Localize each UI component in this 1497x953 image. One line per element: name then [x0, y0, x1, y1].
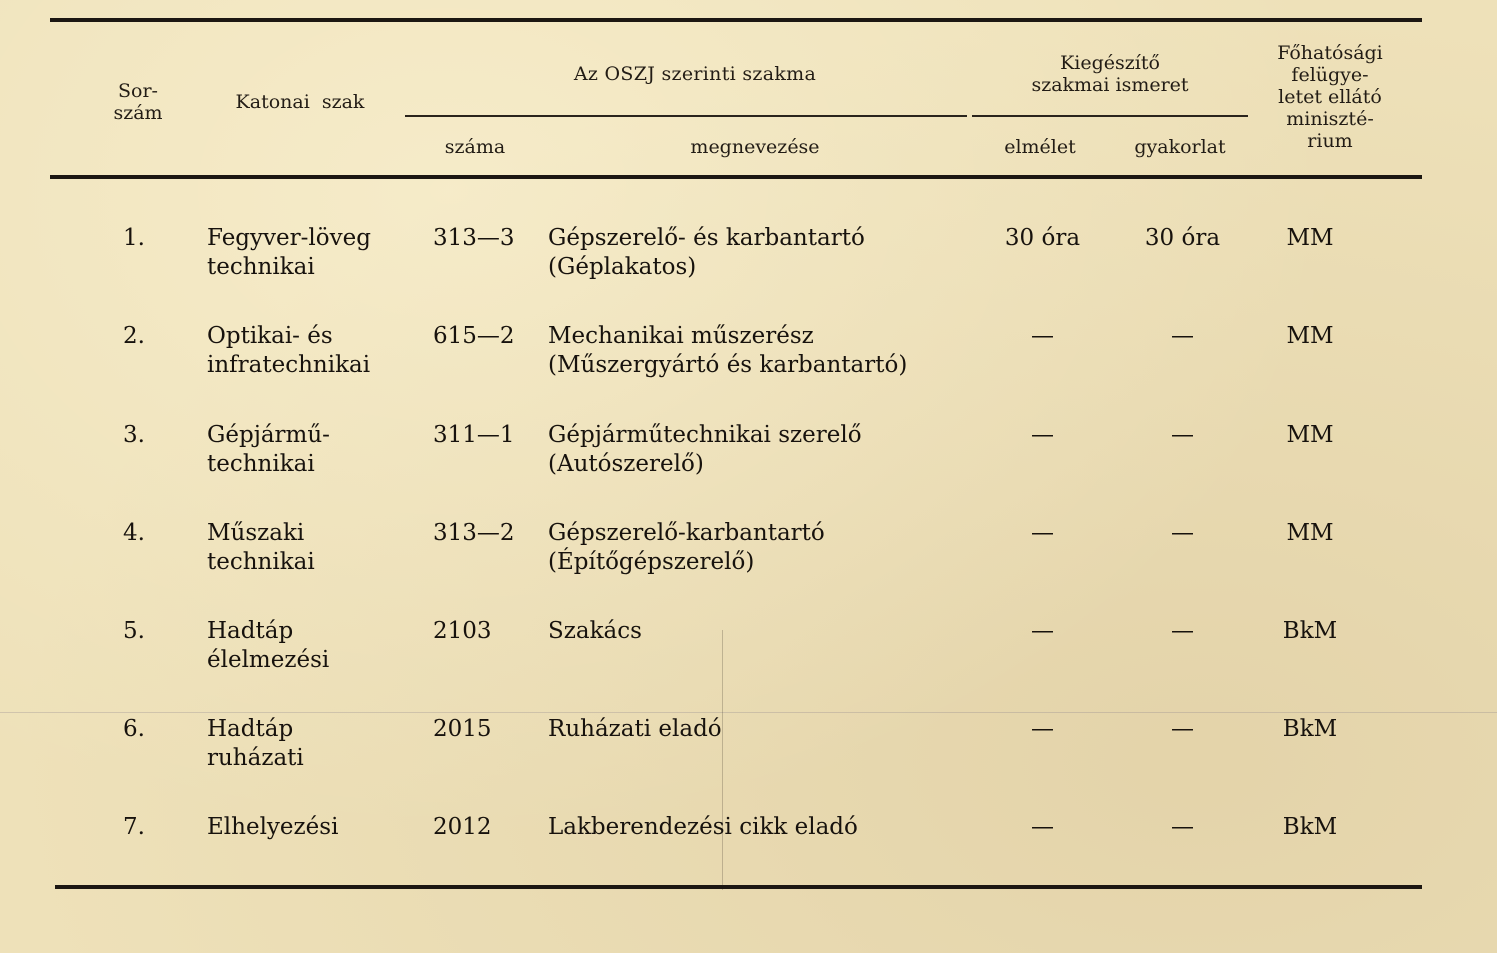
row-elmelet: — — [1031, 716, 1054, 742]
oszj-subrule — [405, 115, 967, 117]
row-katonai-szak: Műszaki technikai — [207, 520, 315, 575]
row-oszj-szama: 2012 — [433, 814, 492, 840]
row-miniszterium: BkM — [1282, 716, 1338, 742]
row-oszj-megnevezes: Ruházati eladó — [548, 716, 722, 742]
row-number: 4. — [123, 520, 145, 546]
row-elmelet: 30 óra — [1004, 225, 1081, 251]
row-miniszterium: MM — [1286, 323, 1334, 349]
row-oszj-szama: 313—3 — [433, 225, 515, 251]
row-oszj-megnevezes: Szakács — [548, 618, 642, 644]
row-oszj-szama: 2015 — [433, 716, 492, 742]
bottom-rule — [55, 885, 1422, 889]
row-number: 6. — [123, 716, 145, 742]
row-gyakorlat: — — [1171, 323, 1194, 349]
header-oszj: Az OSZJ szerinti szakma — [573, 63, 817, 85]
header-fohatosagi: Főhatósági felügye- letet ellátó miniszté- rium — [1277, 42, 1383, 152]
row-katonai-szak: Hadtáp ruházati — [207, 716, 304, 771]
row-number: 3. — [123, 422, 145, 448]
row-oszj-megnevezes: Gépjárműtechnikai szerelő (Autószerelő) — [548, 422, 862, 477]
row-katonai-szak: Hadtáp élelmezési — [207, 618, 330, 673]
row-miniszterium: BkM — [1282, 814, 1338, 840]
header-katonai-szak: Katonai szak — [235, 91, 365, 113]
row-oszj-megnevezes: Gépszerelő-karbantartó (Építőgépszerelő) — [548, 520, 825, 575]
row-gyakorlat: 30 óra — [1144, 225, 1221, 251]
row-elmelet: — — [1031, 323, 1054, 349]
row-oszj-szama: 313—2 — [433, 520, 515, 546]
row-katonai-szak: Fegyver-löveg technikai — [207, 225, 371, 280]
row-gyakorlat: — — [1171, 814, 1194, 840]
header-szama: száma — [444, 136, 506, 158]
row-gyakorlat: — — [1171, 716, 1194, 742]
row-oszj-szama: 615—2 — [433, 323, 515, 349]
row-number: 1. — [123, 225, 145, 251]
row-oszj-megnevezes: Lakberendezési cikk eladó — [548, 814, 858, 840]
kiegeszito-subrule — [972, 115, 1248, 117]
header-kiegeszito: Kiegészítő szakmai ismeret — [1031, 52, 1189, 96]
bleed-through-line — [0, 712, 1497, 713]
row-katonai-szak: Gépjármű- technikai — [207, 422, 330, 477]
header-gyakorlat: gyakorlat — [1134, 136, 1226, 158]
row-number: 7. — [123, 814, 145, 840]
top-rule — [50, 18, 1422, 22]
row-oszj-megnevezes: Gépszerelő- és karbantartó (Géplakatos) — [548, 225, 865, 280]
row-number: 2. — [123, 323, 145, 349]
row-miniszterium: MM — [1286, 422, 1334, 448]
row-elmelet: — — [1031, 422, 1054, 448]
header-megnevezese: megnevezése — [690, 136, 820, 158]
row-gyakorlat: — — [1171, 422, 1194, 448]
row-oszj-szama: 2103 — [433, 618, 492, 644]
row-gyakorlat: — — [1171, 520, 1194, 546]
row-miniszterium: MM — [1286, 225, 1334, 251]
row-gyakorlat: — — [1171, 618, 1194, 644]
row-miniszterium: MM — [1286, 520, 1334, 546]
row-oszj-szama: 311—1 — [433, 422, 515, 448]
row-elmelet: — — [1031, 814, 1054, 840]
row-katonai-szak: Elhelyezési — [207, 814, 339, 840]
row-miniszterium: BkM — [1282, 618, 1338, 644]
header-sorszam: Sor- szám — [113, 80, 163, 124]
header-elmelet: elmélet — [1004, 136, 1076, 158]
row-elmelet: — — [1031, 520, 1054, 546]
header-bottom-rule — [50, 175, 1422, 179]
fold-line — [722, 630, 723, 890]
row-number: 5. — [123, 618, 145, 644]
row-oszj-megnevezes: Mechanikai műszerész (Műszergyártó és karbantartó) — [548, 323, 908, 378]
row-katonai-szak: Optikai- és infratechnikai — [207, 323, 371, 378]
row-elmelet: — — [1031, 618, 1054, 644]
